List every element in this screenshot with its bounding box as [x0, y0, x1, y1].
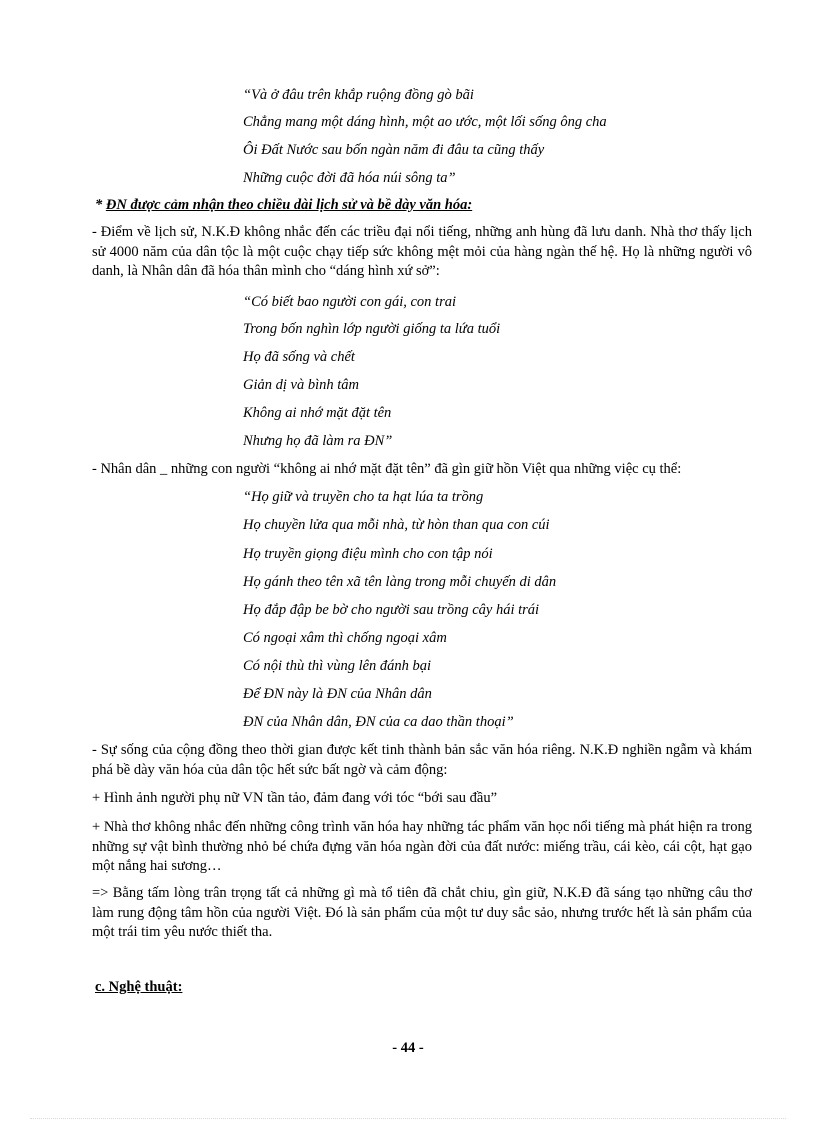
paragraph: - Nhân dân _ những con người “không ai nhớ mặt đặt tên” đã gìn giữ hồn Việt qua những việc cụ thể: [92, 461, 682, 477]
verse-line: Họ gánh theo tên xã tên làng trong mỗi chuyến di dân [243, 574, 557, 590]
verse-line: Trong bốn nghìn lớp người giống ta lứa tuổi [243, 321, 501, 337]
verse-line: Không ai nhớ mặt đặt tên [243, 405, 392, 421]
paragraph: - Sự sống của cộng đồng theo thời gian được kết tinh thành bản sắc văn hóa riêng. N.K.Đ nghiền ngẫm và khám phá bề dày văn hóa của dân tộc hết sức bất ngờ và cảm động: [92, 742, 752, 778]
verse-line: Có ngoại xâm thì chống ngoại xâm [243, 630, 447, 646]
verse-line: Họ truyền giọng điệu mình cho con tập nói [243, 546, 493, 562]
verse-line: Những cuộc đời đã hóa núi sông ta” [243, 170, 456, 186]
paragraph: + Nhà thơ không nhắc đến những công trình văn hóa hay những tác phẩm văn học nổi tiếng mà phát hiện ra trong những sự vật bình thường nhỏ bé chứa đựng văn hóa ngàn đời của đất nước: miếng trầu, cái kèo, cái cột, hạt gạo một nắng hai sương… [92, 819, 752, 874]
verse-line: Chẳng mang một dáng hình, một ao ước, một lối sống ông cha [243, 114, 607, 130]
verse-line: “Và ở đâu trên khắp ruộng đồng gò bãi [243, 87, 474, 103]
verse-line: “Có biết bao người con gái, con trai [243, 294, 457, 310]
verse-line: Họ chuyền lửa qua mỗi nhà, từ hòn than qua con cúi [243, 517, 550, 533]
paragraph: => Bằng tấm lòng trân trọng tất cả những gì mà tổ tiên đã chắt chiu, gìn giữ, N.K.Đ đã sáng tạo những câu thơ làm rung động tâm hồn của người Việt. Đó là sản phẩm của một tư duy sắc sảo, nhưng trước hết là sản phẩm của một trái tim yêu nước thiết tha. [92, 885, 752, 940]
page-number: - 44 - [392, 1040, 424, 1056]
paragraph: + Hình ảnh người phụ nữ VN tần tảo, đảm đang với tóc “bới sau đầu” [92, 790, 498, 806]
verse-line: Giản dị và bình tâm [243, 377, 359, 393]
paragraph: - Điểm về lịch sử, N.K.Đ không nhắc đến các triều đại nổi tiếng, những anh hùng đã lưu danh. Nhà thơ thấy lịch sử 4000 năm của dân tộc là một cuộc chạy tiếp sức không mệt mỏi của hàng ngàn thế hệ. Họ là những người vô danh, là Nhân dân đã hóa thân mình cho “dáng hình xứ sở”: [92, 224, 752, 279]
verse-line: “Họ giữ và truyền cho ta hạt lúa ta trồng [243, 489, 484, 505]
verse-line: Họ đã sống và chết [243, 349, 355, 365]
section-heading [95, 196, 472, 214]
verse-line: Có nội thù thì vùng lên đánh bại [243, 658, 432, 674]
verse-line: ĐN của Nhân dân, ĐN của ca dao thần thoại” [243, 714, 514, 730]
heading-text: ĐN được cảm nhận theo chiều dài lịch sử và bề dày văn hóa: [105, 197, 473, 213]
heading-star: * [95, 197, 103, 213]
section-subheading: c. Nghệ thuật: [95, 979, 183, 995]
page-edge-divider [30, 1118, 786, 1119]
verse-line: Để ĐN này là ĐN của Nhân dân [243, 686, 432, 702]
verse-line: Họ đắp đập be bờ cho người sau trồng cây hái trái [243, 602, 540, 618]
verse-line: Ôi Đất Nước sau bốn ngàn năm đi đâu ta cũng thấy [243, 142, 545, 158]
verse-line: Nhưng họ đã làm ra ĐN” [243, 433, 393, 449]
